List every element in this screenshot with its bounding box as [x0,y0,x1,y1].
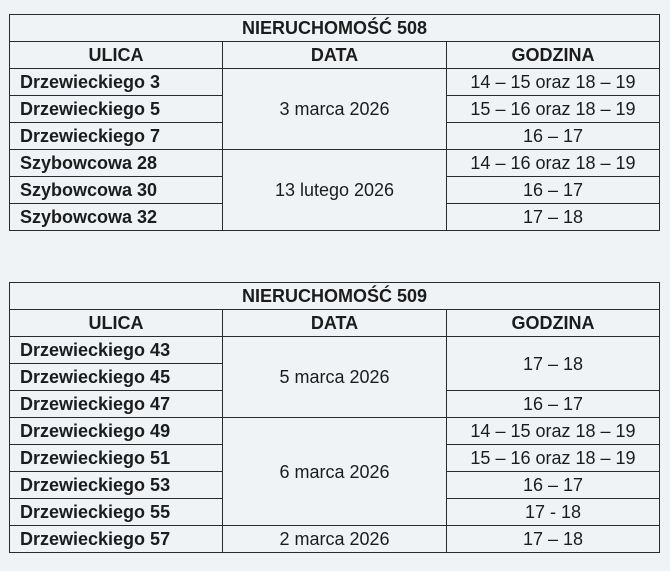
hour-cell: 17 – 18 [447,526,660,553]
date-cell: 6 marca 2026 [223,418,447,526]
hour-cell: 16 – 17 [447,177,660,204]
hour-cell: 16 – 17 [447,391,660,418]
date-cell: 2 marca 2026 [223,526,447,553]
street-cell: Drzewieckiego 57 [10,526,223,553]
column-header-hour: GODZINA [447,310,660,337]
hour-cell: 14 – 15 oraz 18 – 19 [447,69,660,96]
hour-cell: 16 – 17 [447,472,660,499]
hour-cell: 14 – 15 oraz 18 – 19 [447,418,660,445]
street-cell: Drzewieckiego 45 [10,364,223,391]
date-cell: 3 marca 2026 [223,69,447,150]
street-cell: Drzewieckiego 47 [10,391,223,418]
column-header-street: ULICA [10,42,223,69]
column-header-street: ULICA [10,310,223,337]
table-row [10,337,660,364]
street-cell: Drzewieckiego 51 [10,445,223,472]
street-cell: Szybowcowa 32 [10,204,223,231]
street-cell: Drzewieckiego 43 [10,337,223,364]
column-header-hour: GODZINA [447,42,660,69]
street-cell: Drzewieckiego 55 [10,499,223,526]
street-cell: Drzewieckiego 3 [10,69,223,96]
hour-cell: 17 – 18 [447,204,660,231]
table-row [10,418,660,445]
table-row [10,69,660,96]
hour-cell: 15 – 16 oraz 18 – 19 [447,96,660,123]
street-cell: Szybowcowa 28 [10,150,223,177]
table-title: NIERUCHOMOŚĆ 509 [10,283,660,310]
schedule-table-508 [9,14,660,231]
date-cell: 13 lutego 2026 [223,150,447,231]
street-cell: Drzewieckiego 5 [10,96,223,123]
street-cell: Drzewieckiego 7 [10,123,223,150]
schedule-table-509 [9,282,660,553]
date-cell: 5 marca 2026 [223,337,447,418]
street-cell: Drzewieckiego 53 [10,472,223,499]
street-cell: Drzewieckiego 49 [10,418,223,445]
street-cell: Szybowcowa 30 [10,177,223,204]
table-row [10,526,660,553]
column-header-date: DATA [223,42,447,69]
hour-cell: 17 – 18 [447,337,660,391]
hour-cell: 17 - 18 [447,499,660,526]
hour-cell: 14 – 16 oraz 18 – 19 [447,150,660,177]
table-title: NIERUCHOMOŚĆ 508 [10,15,660,42]
hour-cell: 15 – 16 oraz 18 – 19 [447,445,660,472]
table-row [10,150,660,177]
hour-cell: 16 – 17 [447,123,660,150]
column-header-date: DATA [223,310,447,337]
